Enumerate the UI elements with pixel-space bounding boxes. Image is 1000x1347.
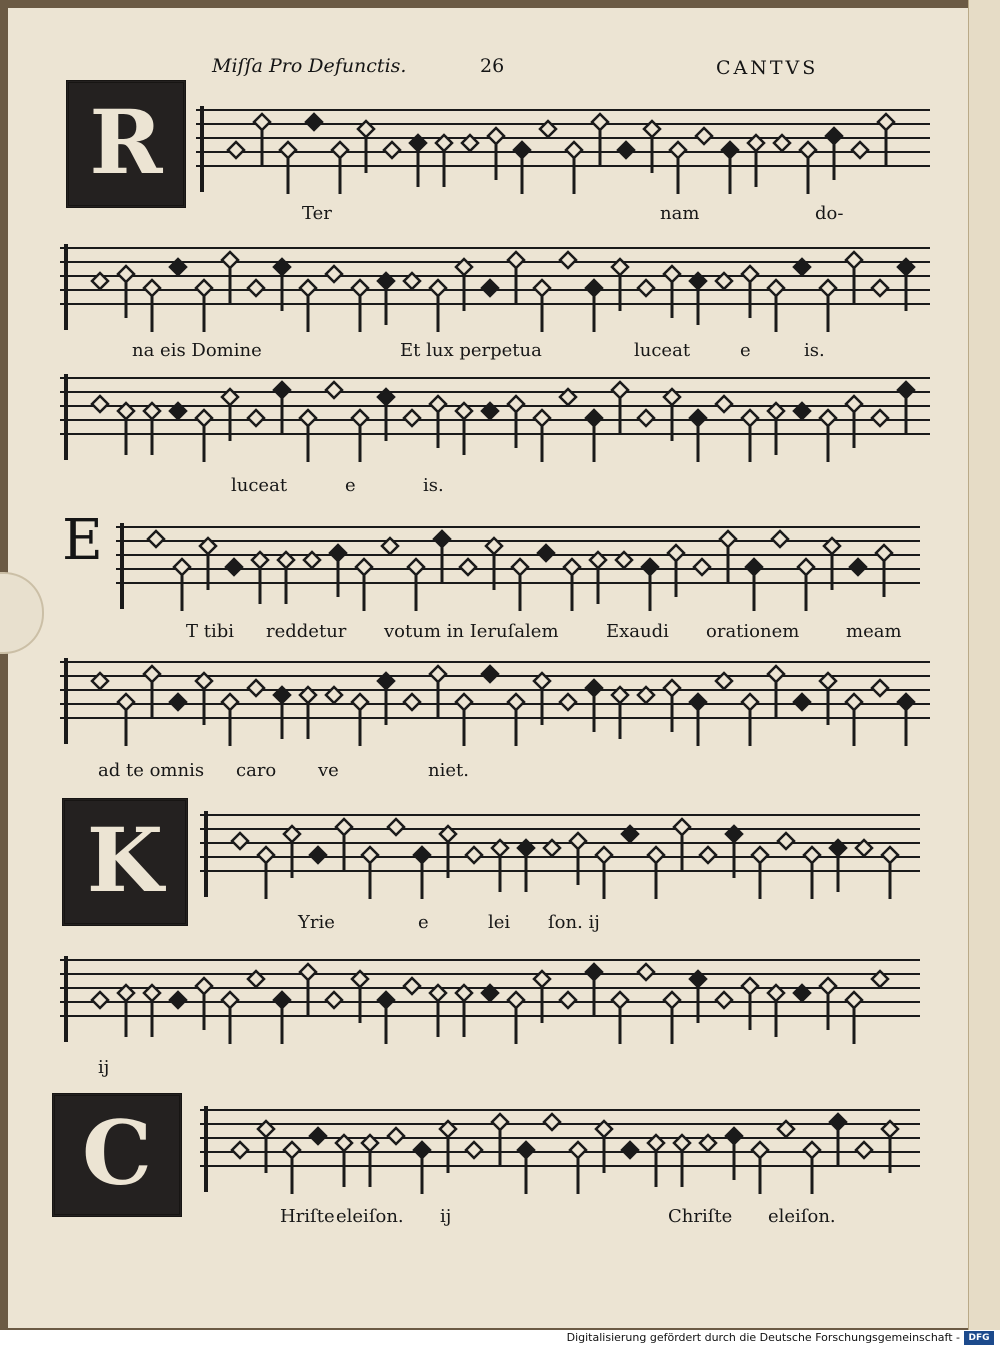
lyric-syllable: votum in Ieruſalem bbox=[384, 621, 559, 642]
decorated-initial-k: K bbox=[62, 798, 188, 926]
lyric-syllable: na eis Domine bbox=[132, 340, 262, 361]
lyric-syllable: ſon. ij bbox=[548, 912, 600, 933]
lyric-syllable: Ter bbox=[302, 203, 332, 224]
lyric-syllable: orationem bbox=[706, 621, 800, 642]
note-head bbox=[414, 1142, 430, 1158]
note-head bbox=[544, 1114, 560, 1130]
lyric-syllable: meam bbox=[846, 621, 902, 642]
note-head bbox=[518, 1142, 534, 1158]
note-head bbox=[830, 1114, 846, 1130]
lyric-syllable: Exaudi bbox=[606, 621, 669, 642]
note-head bbox=[388, 1128, 404, 1144]
digitization-credit: Digitalisierung gefördert durch die Deutsche Forschungsgemeinschaft - bbox=[566, 1331, 960, 1344]
clef bbox=[204, 1106, 208, 1192]
lyric-syllable: reddetur bbox=[266, 621, 347, 642]
lyric-syllable: lei bbox=[488, 912, 511, 933]
note-head bbox=[570, 1142, 586, 1158]
lyric-syllable: do- bbox=[815, 203, 844, 224]
lyric-syllable: nam bbox=[660, 203, 700, 224]
note-head bbox=[752, 1142, 768, 1158]
lyric-syllable: luceat bbox=[231, 475, 288, 496]
note-head bbox=[310, 1128, 326, 1144]
voice-part-label: CANTVS bbox=[716, 57, 819, 79]
lyric-syllable: Et lux perpetua bbox=[400, 340, 542, 361]
lyric-syllable: ij bbox=[440, 1206, 452, 1227]
lyric-syllable: luceat bbox=[634, 340, 691, 361]
note-head bbox=[726, 1128, 742, 1144]
lyric-syllable: e bbox=[345, 475, 356, 496]
lyric-syllable: e bbox=[740, 340, 751, 361]
note-head bbox=[492, 1114, 508, 1130]
running-title: Miſſa Pro Defunctis. bbox=[212, 55, 407, 77]
initial-e: E bbox=[62, 508, 103, 573]
lyric-syllable: ve bbox=[318, 760, 339, 781]
note-head bbox=[622, 1142, 638, 1158]
lyric-syllable: e bbox=[418, 912, 429, 933]
lyric-syllable: ij bbox=[98, 1057, 110, 1078]
note-head bbox=[466, 1142, 482, 1158]
lyric-syllable: ad te omnis bbox=[98, 760, 205, 781]
note-head bbox=[804, 1142, 820, 1158]
lyric-syllable: Chriſte bbox=[668, 1206, 733, 1227]
note-head bbox=[284, 1142, 300, 1158]
note-head bbox=[232, 1142, 248, 1158]
lyric-syllable: Hriſte bbox=[280, 1206, 335, 1227]
lyric-syllable: eleiſon. bbox=[336, 1206, 404, 1227]
decorated-initial-c: C bbox=[52, 1093, 182, 1217]
lyric-syllable: is. bbox=[423, 475, 444, 496]
note-head bbox=[856, 1142, 872, 1158]
lyric-syllable: caro bbox=[236, 760, 277, 781]
lyric-syllable: niet. bbox=[428, 760, 469, 781]
decorated-initial-r: R bbox=[66, 80, 186, 208]
lyric-syllable: T tibi bbox=[186, 621, 234, 642]
lyric-syllable: is. bbox=[804, 340, 825, 361]
lyric-syllable: eleiſon. bbox=[768, 1206, 836, 1227]
lyric-syllable: Yrie bbox=[298, 912, 335, 933]
page-number: 26 bbox=[480, 55, 505, 77]
dfg-logo: DFG bbox=[964, 1331, 994, 1345]
